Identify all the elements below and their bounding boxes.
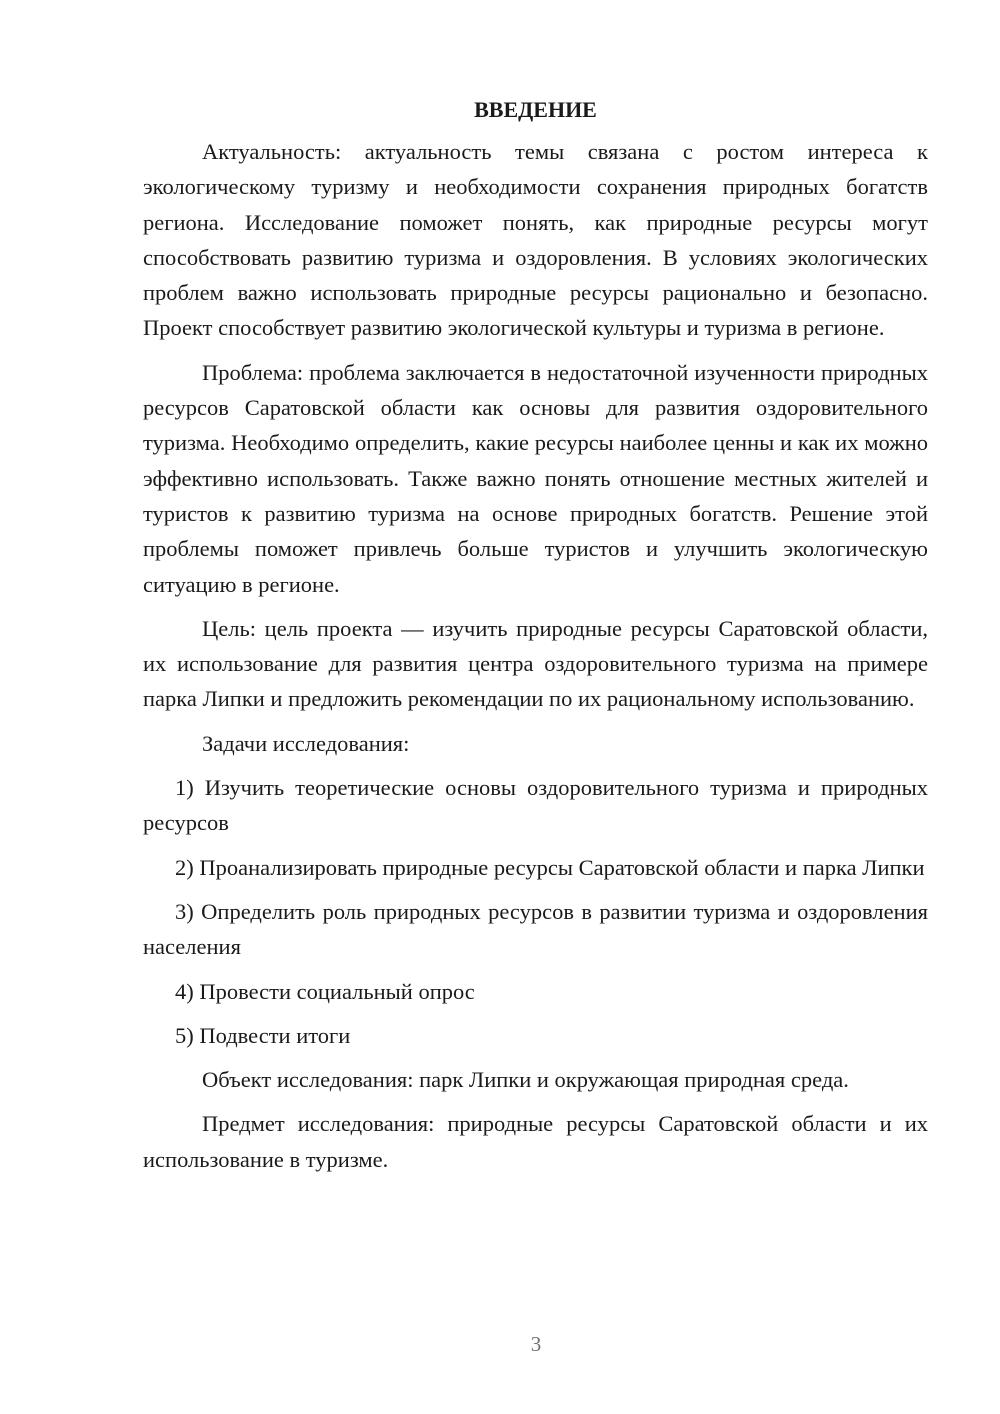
relevance-paragraph: Актуальность: актуальность темы связана с ростом интереса к экологическому туризму и необходимости сохранения природных богатств региона. Исследование поможет понять, как природные ресурсы могут способствовать развитию туризма и оздоровления. В условиях экологических проблем важно использовать природные ресурсы рационально и безопасно. Проект способствует развитию экологической культуры и туризма в регионе. bbox=[143, 139, 928, 341]
task-item: 1) Изучить теоретические основы оздоровительного туризма и природных ресурсов bbox=[143, 775, 928, 836]
section-heading: ВВЕДЕНИЕ bbox=[474, 97, 597, 122]
page-content bbox=[143, 92, 928, 1186]
task-item: 5) Подвести итоги bbox=[175, 1022, 351, 1048]
tasks-heading: Задачи исследования: bbox=[202, 730, 410, 756]
task-item: 4) Провести социальный опрос bbox=[175, 978, 475, 1004]
goal-paragraph: Цель: цель проекта — изучить природные ресурсы Саратовской области, их использование для развития центра оздоровительного туризма на примере парка Липки и предложить рекомендации по их рациональному использованию. bbox=[143, 615, 928, 712]
task-item: 2) Проанализировать природные ресурсы Саратовской области и парка Липки bbox=[175, 854, 925, 880]
task-item: 3) Определить роль природных ресурсов в развитии туризма и оздоровления населения bbox=[143, 898, 928, 960]
problem-paragraph: Проблема: проблема заключается в недостаточной изученности природных ресурсов Саратовской области как основы для развития оздоровительного туризма. Необходимо определить, какие ресурсы наиболее ценны и как их можно эффективно использовать. Также важно понять отношение местных жителей и туристов к развитию туризма на основе природных богатств. Решение этой проблемы поможет привлечь больше туристов и улучшить экологическую ситуацию в регионе. bbox=[143, 359, 928, 597]
subject-paragraph: Предмет исследования: природные ресурсы Саратовской области и их использование в туризме. bbox=[143, 1111, 928, 1172]
object-paragraph: Объект исследования: парк Липки и окружающая природная среда. bbox=[202, 1067, 849, 1093]
page-number: 3 bbox=[530, 1332, 542, 1356]
